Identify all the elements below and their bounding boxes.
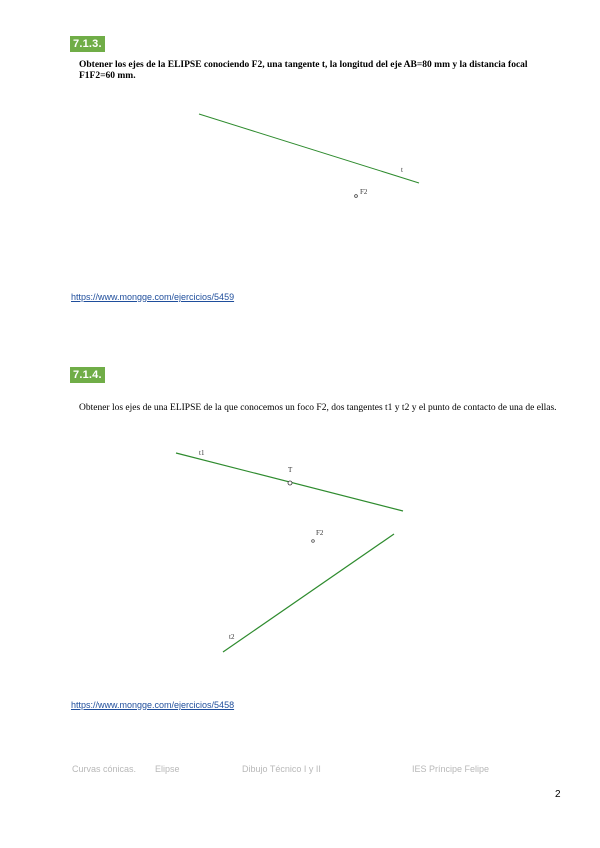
footer-topic: Elipse: [155, 764, 180, 774]
footer-school: IES Príncipe Felipe: [412, 764, 490, 774]
exercise-link[interactable]: https://www.mongge.com/ejercicios/5459: [71, 292, 235, 302]
tangent-t1-label: t1: [199, 449, 205, 457]
contact-point: [288, 481, 292, 485]
focus-label: F2: [360, 188, 368, 196]
focus-label: F2: [316, 529, 324, 537]
page-number: 2: [555, 789, 561, 800]
focus-point: [312, 540, 315, 543]
exercise-statement: Obtener los ejes de una ELIPSE de la que conocemos un foco F2, dos tangentes t1 y t2 y el punto de contacto de una de ellas.: [79, 403, 557, 413]
tangent-line-t2: [223, 534, 394, 652]
exercise-number-badge: 7.1.3.: [70, 36, 105, 52]
contact-point-label: T: [288, 466, 293, 474]
footer-subject: Dibujo Técnico I y II: [242, 764, 321, 774]
exercise-statement: Obtener los ejes de la ELIPSE conociendo F2, una tangente t, la longitud del eje AB=80 mm y la distancia focal F1F2=60 mm.: [79, 60, 528, 81]
footer-section: Curvas cónicas.: [72, 764, 137, 774]
tangent-label: t: [401, 166, 403, 174]
exercise-link[interactable]: https://www.mongge.com/ejercicios/5458: [71, 700, 235, 710]
exercise-number-badge: 7.1.4.: [70, 367, 105, 383]
tangent-t2-label: t2: [229, 633, 235, 641]
